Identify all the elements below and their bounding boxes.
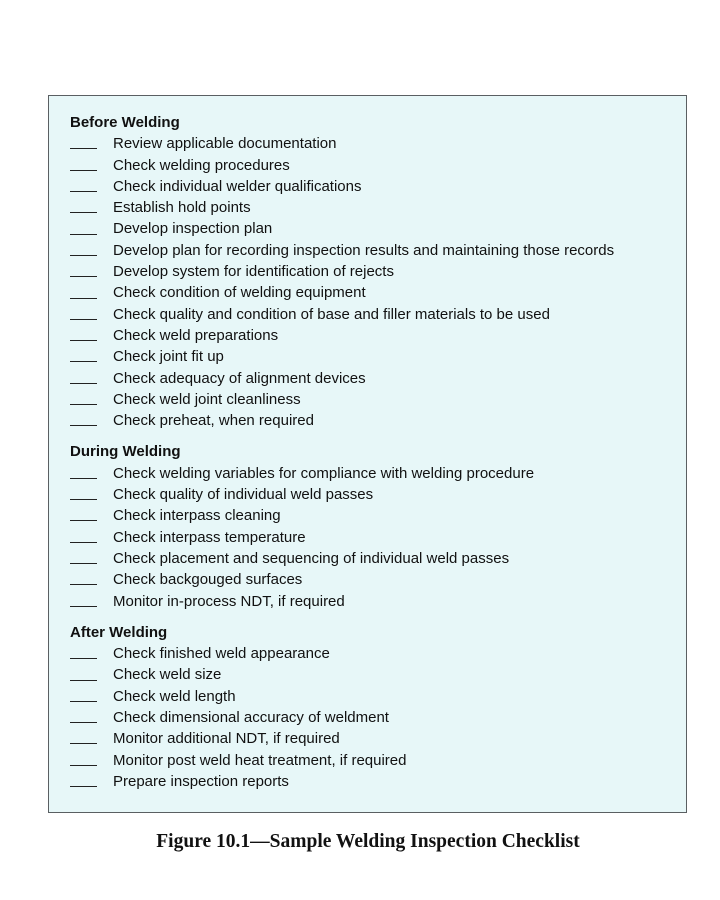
checklist-item-label: Check interpass cleaning — [113, 507, 281, 525]
checklist-item-label: Check welding procedures — [113, 156, 290, 174]
checklist-item-label: Check condition of welding equipment — [113, 284, 366, 302]
checklist-item — [70, 686, 686, 707]
checklist-item — [70, 750, 686, 771]
checklist-item-label: Check joint fit up — [113, 348, 224, 366]
checklist-item-label: Check weld size — [113, 666, 222, 684]
checklist-item-label: Monitor post weld heat treatment, if required — [113, 751, 407, 769]
checkbox-blank-line[interactable] — [70, 392, 97, 405]
checklist-item-label: Check weld length — [113, 687, 236, 705]
section-heading: Before Welding — [70, 114, 180, 131]
checklist-item — [70, 527, 686, 548]
checklist-item-label: Monitor additional NDT, if required — [113, 730, 340, 748]
checkbox-blank-line[interactable] — [70, 328, 97, 341]
checklist-item-label: Check weld preparations — [113, 326, 279, 344]
checklist-item — [70, 197, 686, 218]
checkbox-blank-line[interactable] — [70, 731, 97, 744]
checkbox-blank-line[interactable] — [70, 179, 97, 192]
checklist-item — [70, 218, 686, 239]
checklist-item — [70, 155, 686, 176]
checklist-item — [70, 463, 686, 484]
checklist-item-label: Check adequacy of alignment devices — [113, 369, 366, 387]
checklist-item — [70, 484, 686, 505]
checklist-item — [70, 261, 686, 282]
checkbox-blank-line[interactable] — [70, 307, 97, 320]
section-heading: During Welding — [70, 443, 181, 461]
checkbox-blank-line[interactable] — [70, 264, 97, 277]
checkbox-blank-line[interactable] — [70, 466, 97, 479]
checkbox-blank-line[interactable] — [70, 487, 97, 500]
checklist-item-label: Check quality and condition of base and filler materials to be used — [113, 305, 550, 323]
checklist-item — [70, 410, 686, 431]
checklist-item — [70, 728, 686, 749]
checklist-item — [70, 304, 686, 325]
checklist-item — [70, 643, 686, 664]
checklist-item — [70, 771, 686, 792]
checkbox-blank-line[interactable] — [70, 508, 97, 521]
checklist-item — [70, 325, 686, 346]
checklist-item-label: Monitor in-process NDT, if required — [113, 592, 345, 610]
checkbox-blank-line[interactable] — [70, 646, 97, 659]
checklist-item-label: Prepare inspection reports — [113, 772, 289, 790]
checklist-item-label: Check finished weld appearance — [113, 645, 330, 663]
checklist-item — [70, 548, 686, 569]
checkbox-blank-line[interactable] — [70, 530, 97, 543]
checklist-item — [70, 240, 686, 261]
checklist-item — [70, 133, 686, 154]
checklist-item-label: Check individual welder qualifications — [113, 177, 362, 195]
checklist-item-label: Check welding variables for compliance with welding procedure — [113, 464, 535, 482]
section-before-welding — [70, 112, 686, 431]
checkbox-blank-line[interactable] — [70, 286, 97, 299]
checklist-item-label: Develop inspection plan — [113, 220, 273, 238]
checklist-item — [70, 368, 686, 389]
checklist-item — [70, 346, 686, 367]
checklist-item — [70, 569, 686, 590]
checkbox-blank-line[interactable] — [70, 136, 97, 149]
checklist-item — [70, 664, 686, 685]
checkbox-blank-line[interactable] — [70, 594, 97, 607]
checklist-item-label: Check backgouged surfaces — [113, 571, 303, 589]
section-heading: After Welding — [70, 623, 168, 641]
checklist-item — [70, 707, 686, 728]
section-after-welding — [70, 622, 686, 792]
checklist-item-label: Check dimensional accuracy of weldment — [113, 709, 389, 727]
checkbox-blank-line[interactable] — [70, 413, 97, 426]
checklist-item — [70, 176, 686, 197]
checkbox-blank-line[interactable] — [70, 371, 97, 384]
checklist-item — [70, 505, 686, 526]
checkbox-blank-line[interactable] — [70, 243, 97, 256]
checkbox-blank-line[interactable] — [70, 200, 97, 213]
checklist-item-label: Establish hold points — [113, 199, 251, 217]
checklist-item-label: Develop plan for recording inspection results and maintaining those records — [113, 241, 615, 259]
checkbox-blank-line[interactable] — [70, 158, 97, 171]
checkbox-blank-line[interactable] — [70, 710, 97, 723]
checklist-item — [70, 591, 686, 612]
checklist-item-label: Check quality of individual weld passes — [113, 486, 374, 504]
section-during-welding — [70, 441, 686, 611]
checkbox-blank-line[interactable] — [70, 774, 97, 787]
checklist-item-label: Check preheat, when required — [113, 412, 314, 430]
figure-caption: Figure 10.1—Sample Welding Inspection Checklist — [156, 831, 580, 852]
checklist-item-label: Check weld joint cleanliness — [113, 390, 301, 408]
checklist-item-label: Review applicable documentation — [113, 135, 337, 153]
checklist-panel — [48, 95, 687, 813]
checkbox-blank-line[interactable] — [70, 222, 97, 235]
checkbox-blank-line[interactable] — [70, 668, 97, 681]
checkbox-blank-line[interactable] — [70, 753, 97, 766]
checklist-item — [70, 389, 686, 410]
checklist-item-label: Check placement and sequencing of individual weld passes — [113, 549, 510, 567]
checklist-item-label: Develop system for identification of rejects — [113, 263, 394, 281]
checkbox-blank-line[interactable] — [70, 572, 97, 585]
checkbox-blank-line[interactable] — [70, 349, 97, 362]
checklist-item-label: Check interpass temperature — [113, 528, 306, 546]
checkbox-blank-line[interactable] — [70, 689, 97, 702]
checkbox-blank-line[interactable] — [70, 551, 97, 564]
checklist-item — [70, 282, 686, 303]
